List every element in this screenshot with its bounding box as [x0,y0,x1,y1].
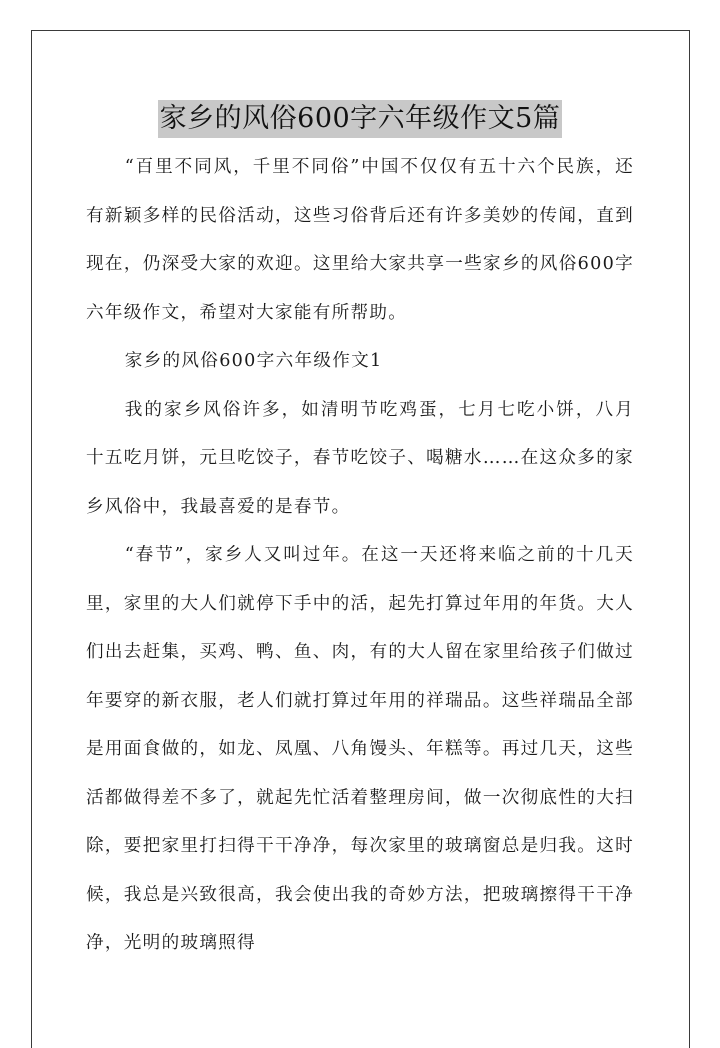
document-title: 家乡的风俗600字六年级作文5篇 [158,100,563,138]
intro-paragraph: “百里不同风，千里不同俗”中国不仅仅有五十六个民族，还有新颖多样的民俗活动，这些习俗背后还有许多美妙的传闻，直到现在，仍深受大家的欢迎。这里给大家共享一些家乡的风俗600字六年级作文，希望对大家能有所帮助。 [86,157,634,323]
body-paragraph: “春节”，家乡人又叫过年。在这一天还将来临之前的十几天里，家里的大人们就停下手中的活，起先打算过年用的年货。大人们出去赶集，买鸡、鸭、鱼、肉，有的大人留在家里给孩子们做过年要穿的新衣服，老人们就打算过年用的祥瑞品。这些祥瑞品全部是用面食做的，如龙、凤凰、八角馒头、年糕等。再过几天，这些活都做得差不多了，就起先忙活着整理房间，做一次彻底性的大扫除，要把家里打扫得干干净净，每次家里的玻璃窗总是归我。这时候，我总是兴致很高，我会使出我的奇妙方法，把玻璃擦得干干净净，光明的玻璃照得 [86,545,634,953]
document-body [86,143,634,968]
essay-heading: 家乡的风俗600字六年级作文1 [124,351,383,371]
body-paragraph: 我的家乡风俗许多，如清明节吃鸡蛋，七月七吃小饼，八月十五吃月饼，元旦吃饺子，春节吃饺子、喝糖水……在这众多的家乡风俗中，我最喜爱的是春节。 [86,399,634,517]
